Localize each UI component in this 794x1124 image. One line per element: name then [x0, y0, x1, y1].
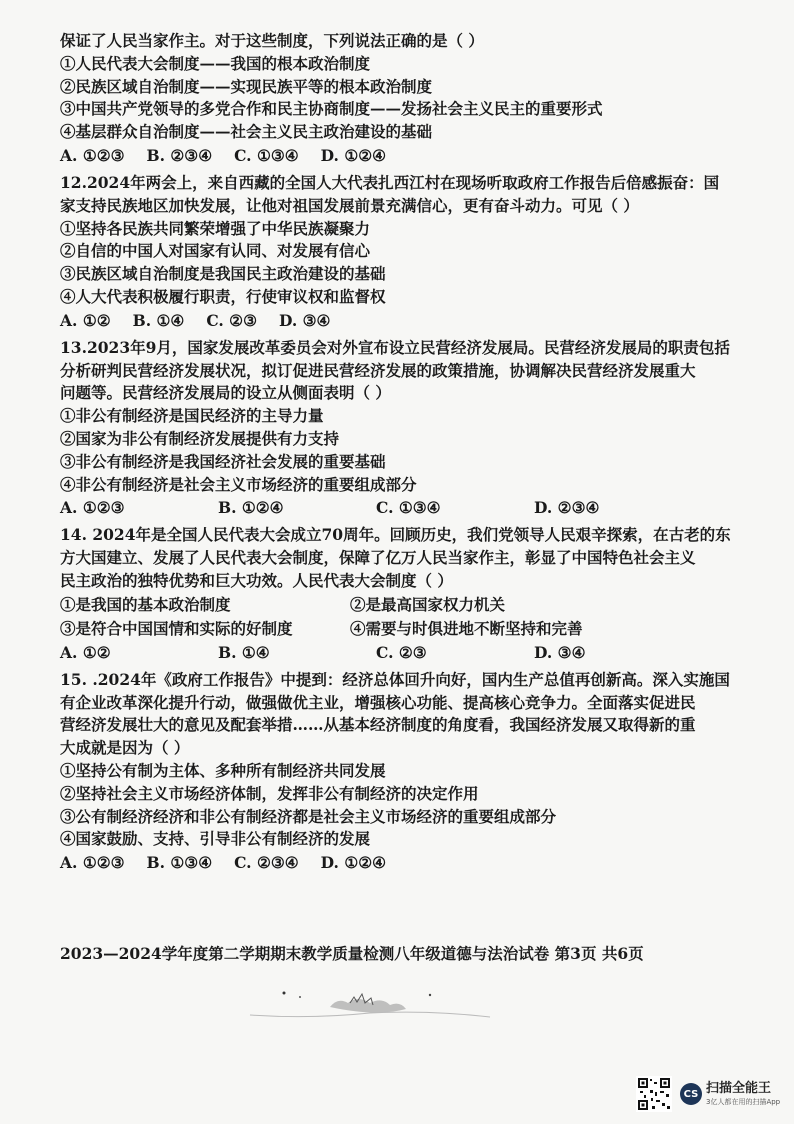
- exam-page: [60, 30, 750, 875]
- option-c: C. ②③④: [234, 853, 299, 873]
- scan-smudge: [240, 985, 500, 1025]
- choice-item: ③公有制经济经济和非公有制经济都是社会主义市场经济的重要组成部分: [60, 806, 557, 826]
- choice-item: ②坚持社会主义市场经济体制，发挥非公有制经济的决定作用: [60, 783, 479, 803]
- option-a: A. ①②③: [60, 498, 125, 518]
- choice-item: ②国家为非公有制经济发展提供有力支持: [60, 428, 340, 448]
- option-c: C. ②③: [376, 642, 427, 662]
- choice-item: ①是我国的基本政治制度: [60, 594, 231, 614]
- scanner-tagline: 3亿人都在用的扫描App: [706, 1098, 781, 1106]
- question-text: 分析研判民营经济发展状况，拟订促进民营经济发展的政策措施，协调解决民营经济发展重大: [60, 360, 696, 380]
- choice-item: ③非公有制经济是我国经济社会发展的重要基础: [60, 451, 386, 471]
- choice-item: ①坚持各民族共同繁荣增强了中华民族凝聚力: [60, 218, 371, 238]
- choice-item: ②民族区域自治制度——实现民族平等的根本政治制度: [60, 76, 433, 96]
- option-b: B. ①④: [132, 310, 185, 330]
- camscanner-logo-icon: CS: [680, 1083, 702, 1105]
- option-a: A. ①②③: [60, 853, 125, 873]
- option-c: C. ②③: [206, 310, 257, 330]
- answer-options: [60, 641, 750, 665]
- question-13: [60, 337, 750, 521]
- question-text: 营经济发展壮大的意见及配套举措……从基本经济制度的角度看，我国经济发展又取得新的重: [60, 715, 696, 735]
- question-12: [60, 172, 750, 333]
- question-text: 家支持民族地区加快发展，让他对祖国发展前景充满信心，更有奋斗动力。可见（ ）: [60, 195, 639, 215]
- choice-item: ③民族区域自治制度是我国民主政治建设的基础: [60, 264, 386, 284]
- answer-options: [60, 851, 750, 875]
- question-text: 方大国建立、发展了人民代表大会制度，保障了亿万人民当家作主，彰显了中国特色社会主义: [60, 548, 696, 568]
- option-d: D. ②③④: [534, 498, 600, 518]
- question-11: [60, 30, 750, 168]
- question-text: 14. 2024年是全国人民代表大会成立70周年。回顾历史，我们党领导人民艰辛探索，在古老的东: [60, 525, 731, 545]
- option-b: B. ②③④: [146, 145, 213, 165]
- option-c: C. ①③④: [376, 498, 441, 518]
- option-b: B. ①④: [218, 642, 270, 662]
- choice-item: ④基层群众自治制度——社会主义民主政治建设的基础: [60, 122, 433, 142]
- option-d: D. ①②④: [320, 853, 387, 873]
- choice-item: ①坚持公有制为主体、多种所有制经济共同发展: [60, 760, 386, 780]
- question-text: 15. .2024年《政府工作报告》中提到：经济总体回升向好，国内生产总值再创新高。深入实施国: [60, 669, 730, 689]
- question-text: 保证了人民当家作主。对于这些制度，下列说法正确的是（ ）: [60, 31, 484, 50]
- question-14: [60, 524, 750, 664]
- option-d: D. ①②④: [320, 145, 387, 165]
- option-a: A. ①②: [60, 310, 111, 330]
- choice-item: ③是符合中国国情和实际的好制度: [60, 618, 293, 638]
- choice-item: ②自信的中国人对国家有认同、对发展有信心: [60, 241, 371, 261]
- question-text: 有企业改革深化提升行动，做强做优主业，增强核心功能、提高核心竞争力。全面落实促进民: [60, 692, 696, 712]
- question-text: 大成就是因为（ ）: [60, 738, 190, 758]
- choice-item: ②是最高国家权力机关: [350, 594, 506, 614]
- question-15: [60, 669, 750, 875]
- answer-options: [60, 496, 750, 520]
- qr-code-icon: [636, 1076, 672, 1112]
- option-a: A. ①②: [60, 642, 111, 662]
- choice-item: ④非公有制经济是社会主义市场经济的重要组成部分: [60, 474, 417, 494]
- scanner-brand: [706, 1081, 780, 1107]
- choice-item: ①人民代表大会制度——我国的根本政治制度: [60, 53, 371, 73]
- choice-row: [60, 617, 750, 641]
- choice-item: ④需要与时俱进地不断坚持和完善: [350, 618, 583, 638]
- choice-item: ③中国共产党领导的多党合作和民主协商制度——发扬社会主义民主的重要形式: [60, 99, 603, 119]
- question-text: 12.2024年两会上，来自西藏的全国人大代表扎西江村在现场听取政府工作报告后倍感振奋：国: [60, 172, 720, 192]
- choice-item: ④国家鼓励、支持、引导非公有制经济的发展: [60, 829, 371, 849]
- answer-options: [60, 144, 750, 168]
- option-b: B. ①③④: [146, 853, 213, 873]
- option-d: D. ③④: [278, 310, 331, 330]
- option-c: C. ①③④: [234, 145, 299, 165]
- choice-item: ④人大代表积极履行职责，行使审议权和监督权: [60, 286, 386, 306]
- page-footer: 2023—2024学年度第二学期期末教学质量检测八年级道德与法治试卷 第3页 共6页: [60, 944, 644, 963]
- question-text: 问题等。民营经济发展局的设立从侧面表明（ ）: [60, 383, 391, 403]
- choice-row: [60, 593, 750, 617]
- answer-options: [60, 309, 750, 333]
- option-b: B. ①②④: [218, 498, 284, 518]
- question-text: 13.2023年9月，国家发展改革委员会对外宣布设立民营经济发展局。民营经济发展局的职责包括: [60, 337, 730, 357]
- option-d: D. ③④: [534, 642, 586, 662]
- scanner-watermark: [636, 1072, 786, 1116]
- option-a: A. ①②③: [60, 145, 125, 165]
- scanner-brand-name: 扫描全能王: [706, 1081, 772, 1096]
- question-text: 民主政治的独特优势和巨大功效。人民代表大会制度（ ）: [60, 570, 453, 590]
- choice-item: ①非公有制经济是国民经济的主导力量: [60, 406, 324, 426]
